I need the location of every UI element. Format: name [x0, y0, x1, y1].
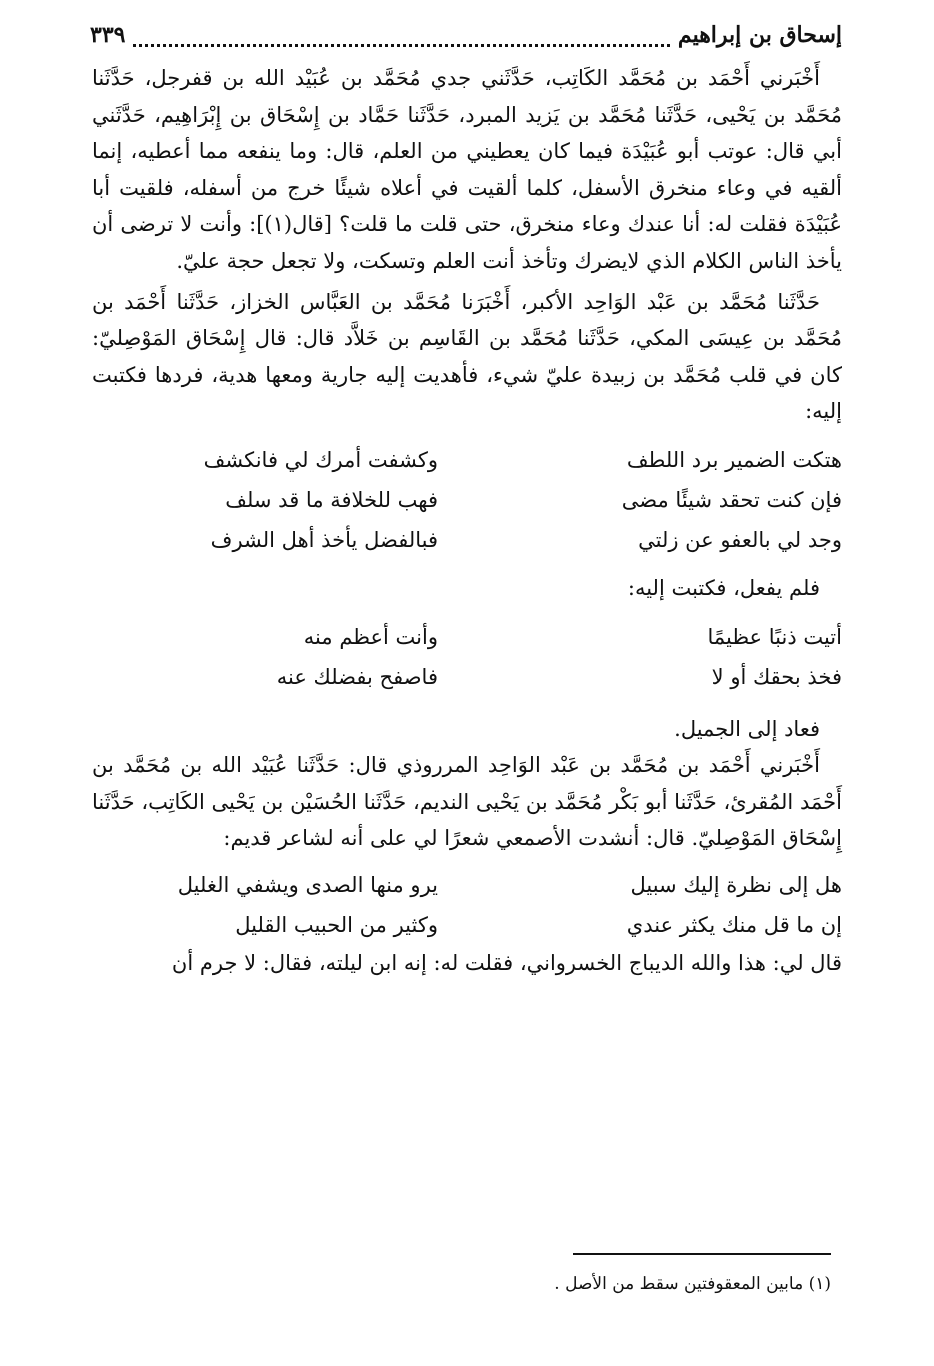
verse-first-hemistich: أتيت ذنبًا عظيمًا	[707, 624, 842, 649]
poem-1	[92, 440, 842, 560]
paragraph-1	[92, 60, 842, 280]
header-leader-dots	[133, 32, 669, 47]
poem-verse	[92, 865, 842, 905]
text-line: إِسْحَاق المَوْصِليّ: كان في قلب مُحَمَّد بن زبيدة عليّ شيء، فأهديت إليه جارية	[92, 326, 842, 387]
text-line: حَدَّثَنا مُحَمَّد بن عَبْد الوَاحِد الأكبر، أَخْبَرَنا مُحَمَّد بن العَبَّاس الخزاز، حَدَّثَنا	[176, 289, 820, 314]
text-line: لشاعر قديم:	[223, 826, 334, 851]
last-line: قال لي: هذا والله الديباج الخسرواني، فقلت له: إنه ابن ليلته، فقال: لا جرم أن	[171, 950, 842, 975]
poem-2	[92, 617, 842, 697]
poem-verse	[92, 520, 842, 560]
footnote: (١) مابين المعقوفتين سقط من الأصل .	[554, 1274, 831, 1294]
text-line: ينفعه مما أعطيه، إنما ألقيه في وعاء منخرق الأسفل، كلما ألقيت في أعلاه شيئًا خرج	[92, 139, 842, 200]
verse-second-hemistich: وأنت أعظم منه	[303, 624, 438, 649]
verse-second-hemistich: فهب للخلافة ما قد سلف	[225, 487, 438, 512]
verse-second-hemistich: وكثير من الحبيب القليل	[235, 912, 438, 937]
text-line: أَخْبَرني أَحْمَد بن مُحَمَّد بن عَبْد الوَاحِد المرروذي قال: حَدَّثَنا عُبَيْد الله بن	[180, 753, 820, 778]
text-line: [قال(١)]: وأنت لا ترضى أن يأخذ الناس الكلام الذي لايضرك وتأخذ أنت العلم	[92, 212, 842, 273]
verse-second-hemistich: فاصفح بفضلك عنه	[276, 664, 438, 689]
verse-first-hemistich: فخذ بحقك أو لا	[711, 664, 842, 689]
paragraph-3	[92, 747, 842, 857]
text-line: وتسكت، ولا تجعل حجة عليّ.	[176, 248, 426, 273]
poem-verse	[92, 657, 842, 697]
poem-verse	[92, 440, 842, 480]
text-line: ومعها هدية، فردها فكتبت إليه:	[92, 362, 842, 424]
poem-verse	[92, 480, 842, 520]
text-line: مُحَمَّد بن أَحْمَد المُقرئ، حَدَّثَنا أبو بَكْر مُحَمَّد بن يَحْيى النديم، حَدَّثَنا الحُسَيْن بن	[92, 753, 842, 814]
verse-second-hemistich: وكشفت أمرك لي فانكشف	[203, 447, 438, 472]
poem-3	[92, 865, 842, 945]
page-body	[92, 60, 842, 982]
running-header	[90, 22, 842, 56]
text-line: من أسفله، فلقيت أبا عُبَيْدَة فقلت له: أنا عندك وعاء منخرق، حتى قلت ما قلت؟	[92, 175, 842, 237]
verse-second-hemistich: فبالفضل يأخذ أهل الشرف	[210, 527, 438, 552]
footnote-rule	[573, 1253, 831, 1255]
text-line: أَحْمَد بن مُحَمَّد بن عِيسَى المكي، حَدَّثَنا مُحَمَّد بن القَاسِم بن خَلاَّد قال: قال	[92, 289, 842, 351]
poem-verse	[92, 905, 842, 945]
verse-first-hemistich: إن ما قل منك يكثر عندي	[626, 912, 842, 937]
verse-second-hemistich: يرو منها الصدى ويشفي الغليل	[177, 872, 438, 897]
text-line: أَخْبَرني أَحْمَد بن مُحَمَّد الكَاتِب، حَدَّثَني جدي مُحَمَّد بن عُبَيْد الله بن قفرجل،	[144, 66, 820, 90]
line-after-poem-1: فلم يفعل، فكتبت إليه:	[627, 575, 820, 600]
header-title: إسحاق بن إبراهيم	[677, 22, 842, 48]
text-line: إِبْرَاهِيم، حَدَّثَني أبي قال: عوتب أبو عُبَيْدَة فيما كان يعطيني من العلم، قال: وما	[92, 102, 842, 164]
paragraph-2	[92, 284, 842, 430]
page-number: ٣٣٩	[90, 22, 126, 48]
poem-verse	[92, 617, 842, 657]
verse-first-hemistich: هتكت الضمير برد اللطف	[626, 447, 842, 472]
verse-first-hemistich: وجد لي بالعفو عن زلتي	[638, 527, 842, 552]
text-line: حَدَّثَنا مُحَمَّد بن يَحْيى، حَدَّثَنا مُحَمَّد بن يَزيد المبرد، حَدَّثَنا حَمَّاد بن إِسْحَاق بن	[92, 66, 842, 127]
text-line: يَحْيى الكَاتِب، حَدَّثَنا إِسْحَاق المَوْصِليّ. قال: أنشدت الأصمعي شعرًا لي على أنه	[92, 789, 842, 851]
verse-first-hemistich: هل إلى نظرة إليك سبيل	[630, 872, 842, 897]
verse-first-hemistich: فإن كنت تحقد شيئًا مضى	[621, 487, 842, 512]
line-after-poem-2: فعاد إلى الجميل.	[674, 716, 820, 741]
